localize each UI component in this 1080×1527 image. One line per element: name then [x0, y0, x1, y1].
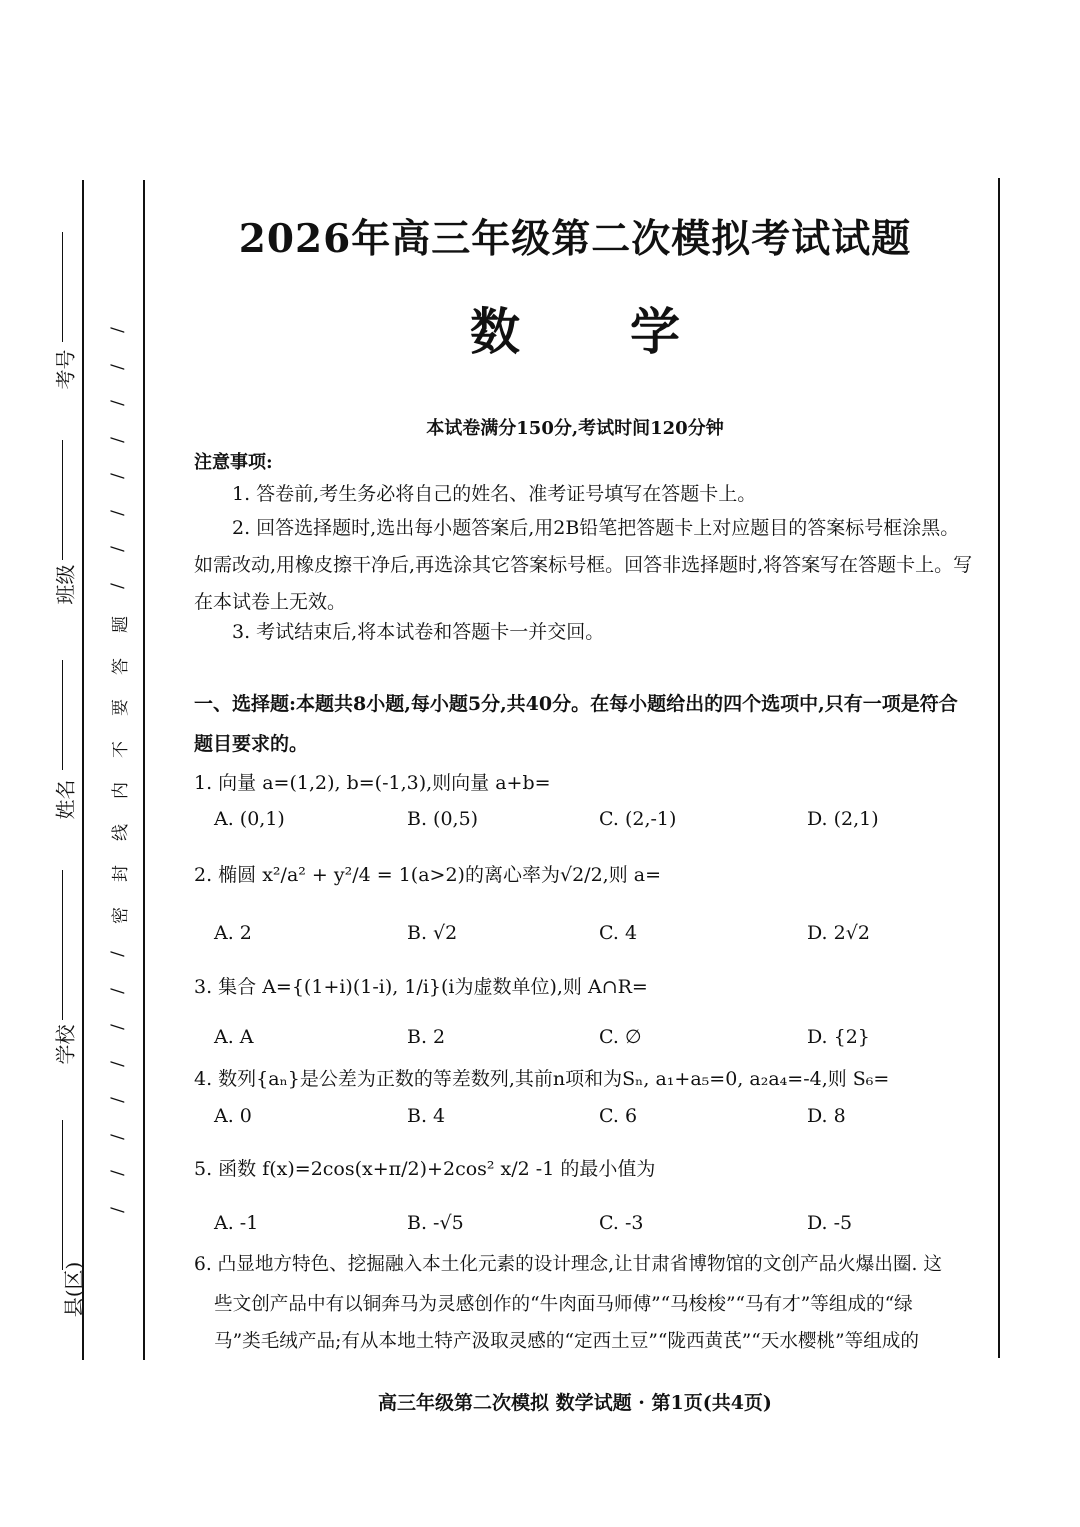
option-d: D. -5 — [807, 1212, 853, 1234]
answer-options — [214, 1026, 974, 1048]
note-item: 3. 考试结束后,将本试卷和答题卡一并交回。 — [232, 621, 605, 643]
seal-char: 内 — [110, 782, 131, 800]
seal-char: 答 — [110, 657, 131, 675]
name-blank[interactable] — [62, 660, 63, 770]
seal-slash: / — [107, 582, 128, 589]
option-c: C. (2,-1) — [599, 808, 677, 830]
note-item: 1. 答卷前,考生务必将自己的姓名、准考证号填写在答题卡上。 — [232, 483, 757, 505]
exam-meta: 本试卷满分150分,考试时间120分钟 — [426, 418, 724, 439]
seal-slash: / — [107, 400, 128, 406]
seal-slash: / — [107, 436, 128, 443]
section-heading: 一、选择题:本题共8小题,每小题5分,共40分。在每小题给出的四个选项中,只有一项是符合题目要求的。 — [194, 693, 958, 755]
seal-slash: / — [107, 1024, 128, 1031]
seal-slash: / — [107, 473, 128, 479]
class-blank[interactable] — [62, 440, 63, 560]
binding-line-inner — [143, 180, 145, 1360]
option-b: B. 4 — [407, 1105, 446, 1127]
option-a: A. A — [214, 1026, 254, 1048]
option-d: D. (2,1) — [807, 808, 879, 830]
option-c: C. 6 — [599, 1105, 638, 1127]
option-d: D. {2} — [807, 1026, 870, 1048]
seal-slash: / — [107, 546, 128, 552]
seal-slash: / — [107, 1206, 128, 1213]
seal-line-column — [105, 320, 131, 1220]
seal-char: 线 — [110, 823, 131, 841]
seal-slash: / — [107, 363, 128, 370]
option-b: B. -√5 — [407, 1212, 464, 1234]
question-6-line: 马”类毛绒产品;有从本地土特产汲取灵感的“定西土豆”“陇西黄芪”“天水樱桃”等组成的 — [214, 1331, 919, 1352]
exam-number-label: 考号 — [53, 349, 78, 390]
seal-char: 密 — [110, 906, 131, 924]
exam-title: 2026年高三年级第二次模拟考试试题 — [238, 216, 912, 262]
seal-char: 封 — [110, 865, 131, 883]
option-a: A. 0 — [214, 1105, 252, 1127]
seal-slash: / — [107, 1060, 128, 1067]
name-label: 姓名 — [53, 779, 78, 820]
option-b: B. (0,5) — [407, 808, 479, 830]
option-b: B. √2 — [407, 922, 458, 944]
seal-slash: / — [107, 951, 128, 958]
option-a: A. (0,1) — [214, 808, 285, 830]
note-item: 2. 回答选择题时,选出每小题答案后,用2B铅笔把答题卡上对应题目的答案标号框涂黑。如需改动,用橡皮擦干净后,再选涂其它答案标号框。回答非选择题时,将答案写在答题卡上。写在本试卷上无效。 — [194, 517, 973, 613]
option-d: D. 8 — [807, 1105, 846, 1127]
option-c: C. 4 — [599, 922, 638, 944]
answer-options — [214, 1212, 974, 1234]
school-label: 学校 — [53, 1024, 78, 1065]
seal-slash: / — [107, 327, 128, 333]
seal-slash: / — [107, 1170, 128, 1177]
class-label: 班级 — [53, 564, 78, 605]
seal-slash: / — [107, 1097, 128, 1104]
exam-number-blank[interactable] — [62, 232, 63, 342]
school-blank[interactable] — [62, 870, 63, 1020]
seal-char: 不 — [110, 740, 131, 758]
seal-char: 要 — [110, 699, 131, 717]
subject-title: 数学 — [470, 303, 790, 361]
answer-options — [214, 808, 974, 830]
question-stem: 5. 函数 f(x)=2cos(x+π/2)+2cos² x/2 -1 的最小值为 — [194, 1158, 656, 1180]
answer-options — [214, 922, 974, 944]
question-stem: 1. 向量 a=(1,2), b=(-1,3),则向量 a+b= — [194, 772, 551, 794]
question-6-line: 些文创产品中有以铜奔马为灵感创作的“牛肉面马师傅”“马梭梭”“马有才”等组成的“绿 — [214, 1294, 913, 1315]
page-footer: 高三年级第二次模拟 数学试题 · 第1页(共4页) — [378, 1392, 772, 1414]
binding-line-outer — [82, 180, 84, 1360]
option-a: A. 2 — [214, 922, 252, 944]
answer-options — [214, 1105, 974, 1127]
notes-heading: 注意事项: — [194, 452, 273, 473]
question-stem: 4. 数列{aₙ}是公差为正数的等差数列,其前n项和为Sₙ, a₁+a₅=0, a₂a₄=-4,则 S₆= — [194, 1068, 890, 1090]
county-blank[interactable] — [62, 1120, 63, 1270]
seal-char: 题 — [110, 616, 131, 634]
option-c: C. ∅ — [599, 1026, 642, 1048]
question-stem: 3. 集合 A={(1+i)(1-i), 1/i}(i为虚数单位),则 A∩R= — [194, 976, 648, 998]
question-6-line: 6. 凸显地方特色、挖掘融入本土化元素的设计理念,让甘肃省博物馆的文创产品火爆出圈. 这 — [194, 1254, 942, 1275]
seal-slash: / — [107, 987, 128, 994]
seal-slash: / — [107, 509, 128, 516]
county-label: 县(区) — [61, 1261, 86, 1318]
question-stem: 2. 椭圆 x²/a² + y²/4 = 1(a>2)的离心率为√2/2,则 a= — [194, 864, 661, 886]
option-c: C. -3 — [599, 1212, 644, 1234]
option-d: D. 2√2 — [807, 922, 870, 944]
option-a: A. -1 — [214, 1212, 259, 1234]
option-b: B. 2 — [407, 1026, 446, 1048]
seal-slash: / — [107, 1133, 128, 1140]
